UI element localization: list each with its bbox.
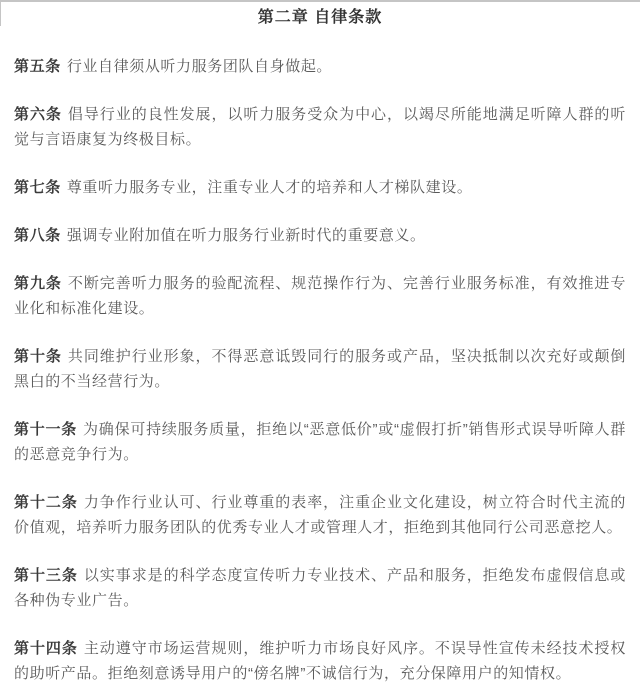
article-text: 力争作行业认可、行业尊重的表率，注重企业文化建设，树立符合时代主流的价值观，培养听力服务团队的优秀专业人才或管理人才，拒绝到其他同行公司恶意挖人。 (14, 494, 626, 536)
article-text: 倡导行业的良性发展，以听力服务受众为中心，以竭尽所能地满足听障人群的听觉与言语康复为终极目标。 (14, 106, 626, 148)
article-paragraph-5 (14, 54, 626, 79)
article-paragraph-14 (14, 636, 626, 682)
article-paragraph-10 (14, 344, 626, 394)
article-text: 以实事求是的科学态度宣传听力专业技术、产品和服务，拒绝发布虚假信息或各种伪专业广告。 (14, 567, 626, 609)
article-text: 强调专业附加值在听力服务行业新时代的重要意义。 (66, 227, 426, 244)
left-border-fragment (0, 0, 1, 26)
article-text: 不断完善听力服务的验配流程、规范操作行为、完善行业服务标准，有效推进专业化和标准化建设。 (14, 275, 626, 317)
article-number: 第七条 (14, 179, 61, 196)
article-number: 第十条 (14, 348, 62, 365)
article-paragraph-6 (14, 102, 626, 152)
article-paragraph-7 (14, 175, 626, 200)
article-number: 第九条 (14, 275, 62, 292)
top-border-line (0, 0, 640, 2)
article-paragraph-9 (14, 271, 626, 321)
article-paragraph-13 (14, 563, 626, 613)
article-text: 行业自律须从听力服务团队自身做起。 (66, 58, 333, 75)
article-paragraph-12 (14, 490, 626, 540)
article-text: 尊重听力服务专业，注重专业人才的培养和人才梯队建设。 (66, 179, 473, 196)
articles-list (0, 27, 640, 682)
article-paragraph-11 (14, 417, 626, 467)
chapter-title: 第二章 自律条款 (257, 9, 383, 26)
article-number: 第十二条 (14, 494, 78, 511)
article-number: 第十三条 (14, 567, 78, 584)
article-text: 为确保可持续服务质量，拒绝以“恶意低价”或“虚假打折”销售形式误导听障人群的恶意竞争行为。 (14, 421, 626, 463)
article-text: 共同维护行业形象，不得恶意诋毁同行的服务或产品，坚决抵制以次充好或颠倒黑白的不当经营行为。 (14, 348, 626, 390)
article-number: 第八条 (14, 227, 61, 244)
article-number: 第十四条 (14, 640, 78, 657)
article-paragraph-8 (14, 223, 626, 248)
article-number: 第五条 (14, 58, 61, 75)
article-number: 第六条 (14, 106, 62, 123)
article-text: 主动遵守市场运营规则，维护听力市场良好风序。不误导性宣传未经技术授权的助听产品。拒绝刻意诱导用户的“傍名牌”不诚信行为，充分保障用户的知情权。 (14, 640, 626, 682)
article-number: 第十一条 (14, 421, 78, 438)
